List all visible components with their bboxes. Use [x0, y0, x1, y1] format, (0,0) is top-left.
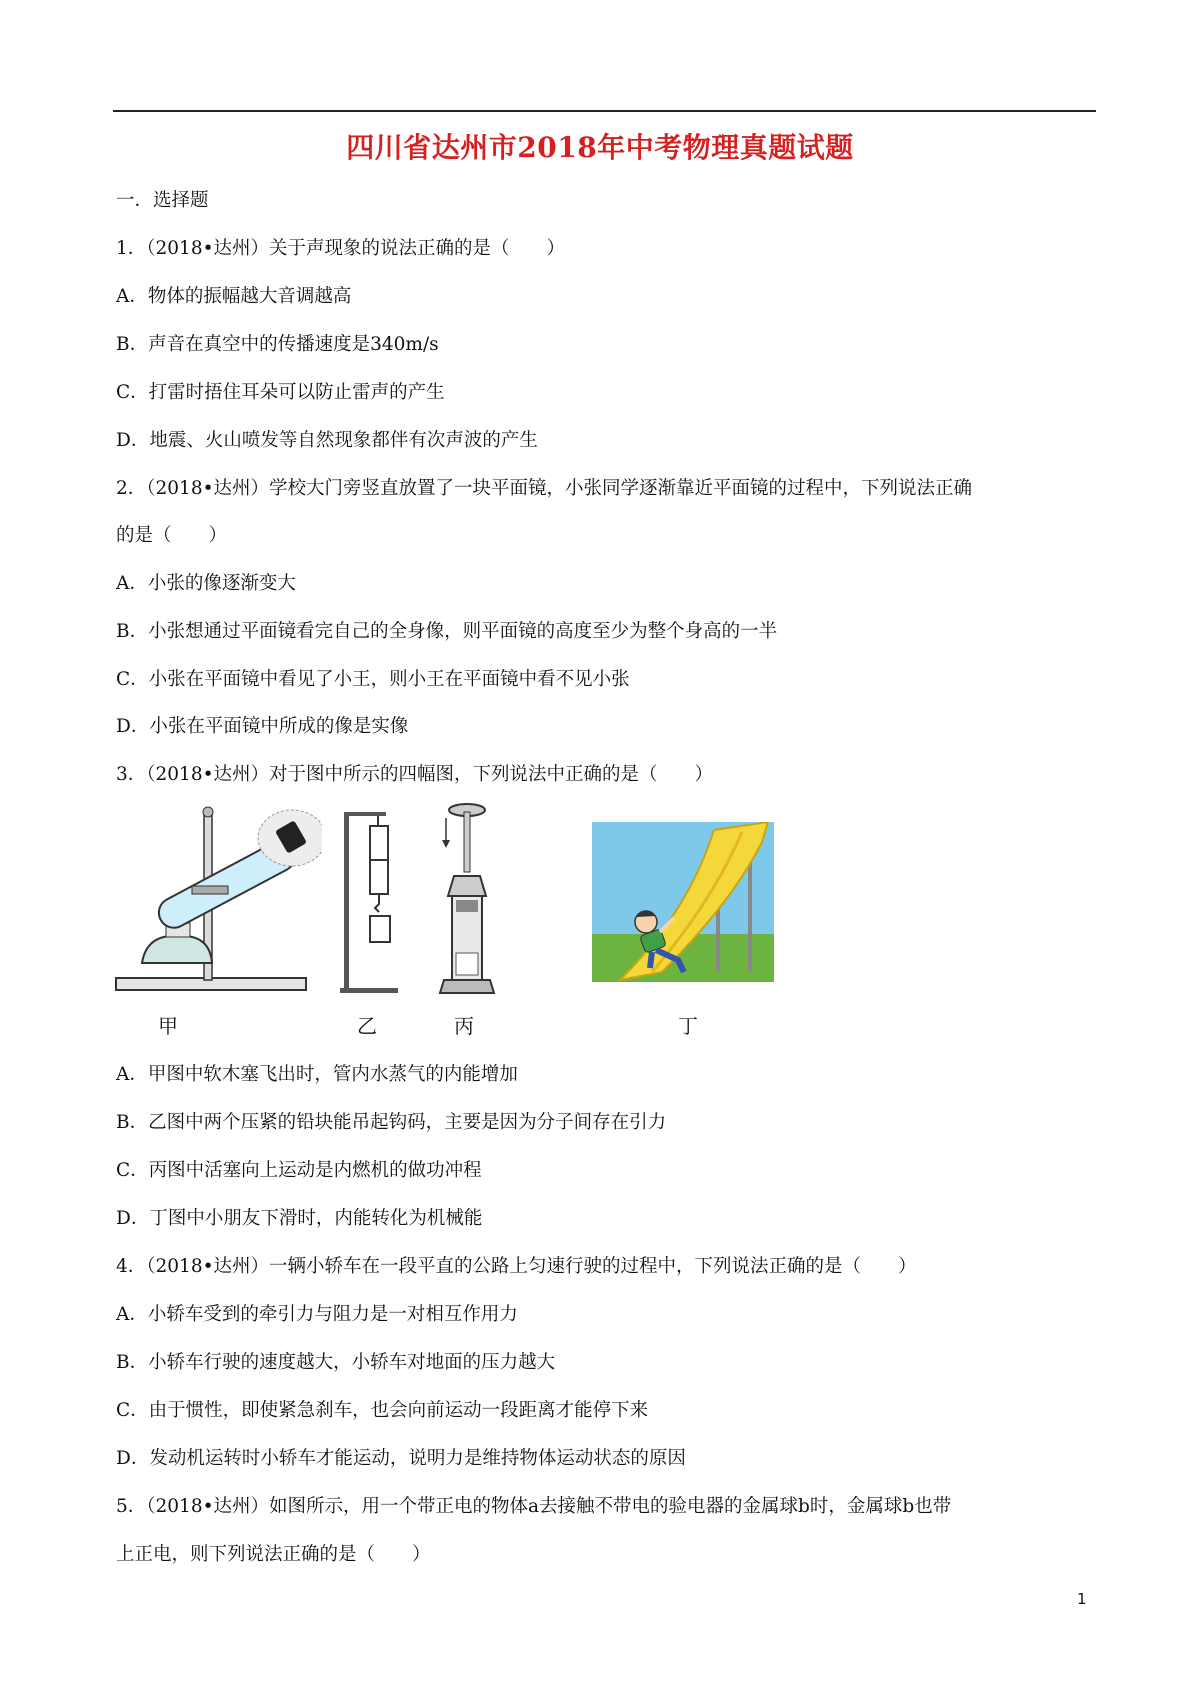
q4-option-d: D．发动机运转时小轿车才能运动，说明力是维持物体运动状态的原因 — [116, 1448, 686, 1469]
page-title: 四川省达州市2018年中考物理真题试题 — [346, 131, 854, 164]
question-5-stem-line2: 上正电，则下列说法正确的是（ ） — [116, 1544, 431, 1565]
q1-option-c: C．打雷时捂住耳朵可以防止雷声的产生 — [116, 382, 445, 403]
header-rule — [113, 110, 1096, 112]
figure-yi — [334, 798, 404, 1003]
question-3-stem: 3．（2018•达州）对于图中所示的四幅图，下列说法中正确的是（ ） — [116, 764, 714, 785]
q2-option-b: B．小张想通过平面镜看完自己的全身像，则平面镜的高度至少为整个身高的一半 — [116, 621, 778, 642]
figure-label-ding: 丁 — [678, 1014, 698, 1038]
q1-option-d: D．地震、火山喷发等自然现象都伴有次声波的产生 — [116, 430, 538, 451]
question-4-stem: 4．（2018•达州）一辆小轿车在一段平直的公路上匀速行驶的过程中，下列说法正确的是（ ） — [116, 1256, 917, 1277]
q1-option-a: A．物体的振幅越大音调越高 — [116, 286, 352, 307]
q3-option-b: B．乙图中两个压紧的铅块能吊起钩码，主要是因为分子间存在引力 — [116, 1112, 667, 1133]
figure-label-bing: 丙 — [454, 1014, 474, 1038]
q3-option-c: C．丙图中活塞向上运动是内燃机的做功冲程 — [116, 1160, 482, 1181]
q3-option-a: A．甲图中软木塞飞出时，管内水蒸气的内能增加 — [116, 1064, 518, 1085]
figure-ding — [592, 822, 774, 982]
q2-option-a: A．小张的像逐渐变大 — [116, 573, 296, 594]
question-2-stem-line2: 的是（ ） — [116, 525, 228, 546]
question-2-stem-line1: 2．（2018•达州）学校大门旁竖直放置了一块平面镜，小张同学逐渐靠近平面镜的过程中，下列说法正确 — [116, 478, 973, 499]
q2-option-c: C．小张在平面镜中看见了小王，则小王在平面镜中看不见小张 — [116, 669, 630, 690]
page-number: 1 — [1077, 1590, 1087, 1608]
q4-option-c: C．由于惯性，即使紧急刹车，也会向前运动一段距离才能停下来 — [116, 1400, 649, 1421]
section-heading: 一．选择题 — [116, 190, 209, 211]
figure-bing — [432, 798, 502, 1003]
q4-option-a: A．小轿车受到的牵引力与阻力是一对相互作用力 — [116, 1304, 518, 1325]
figure-label-yi: 乙 — [357, 1014, 377, 1038]
q3-option-d: D．丁图中小朋友下滑时，内能转化为机械能 — [116, 1208, 483, 1229]
q1-option-b: B．声音在真空中的传播速度是340m/s — [116, 334, 439, 355]
q4-option-b: B．小轿车行驶的速度越大，小轿车对地面的压力越大 — [116, 1352, 556, 1373]
question-1-stem: 1．（2018•达州）关于声现象的说法正确的是（ ） — [116, 238, 566, 259]
figure-jia — [112, 798, 322, 1003]
q2-option-d: D．小张在平面镜中所成的像是实像 — [116, 716, 409, 737]
figure-label-jia: 甲 — [158, 1014, 178, 1038]
figure-row — [112, 798, 792, 1048]
question-5-stem-line1: 5．（2018•达州）如图所示，用一个带正电的物体a去接触不带电的验电器的金属球b时，金属球b也带 — [116, 1496, 952, 1517]
